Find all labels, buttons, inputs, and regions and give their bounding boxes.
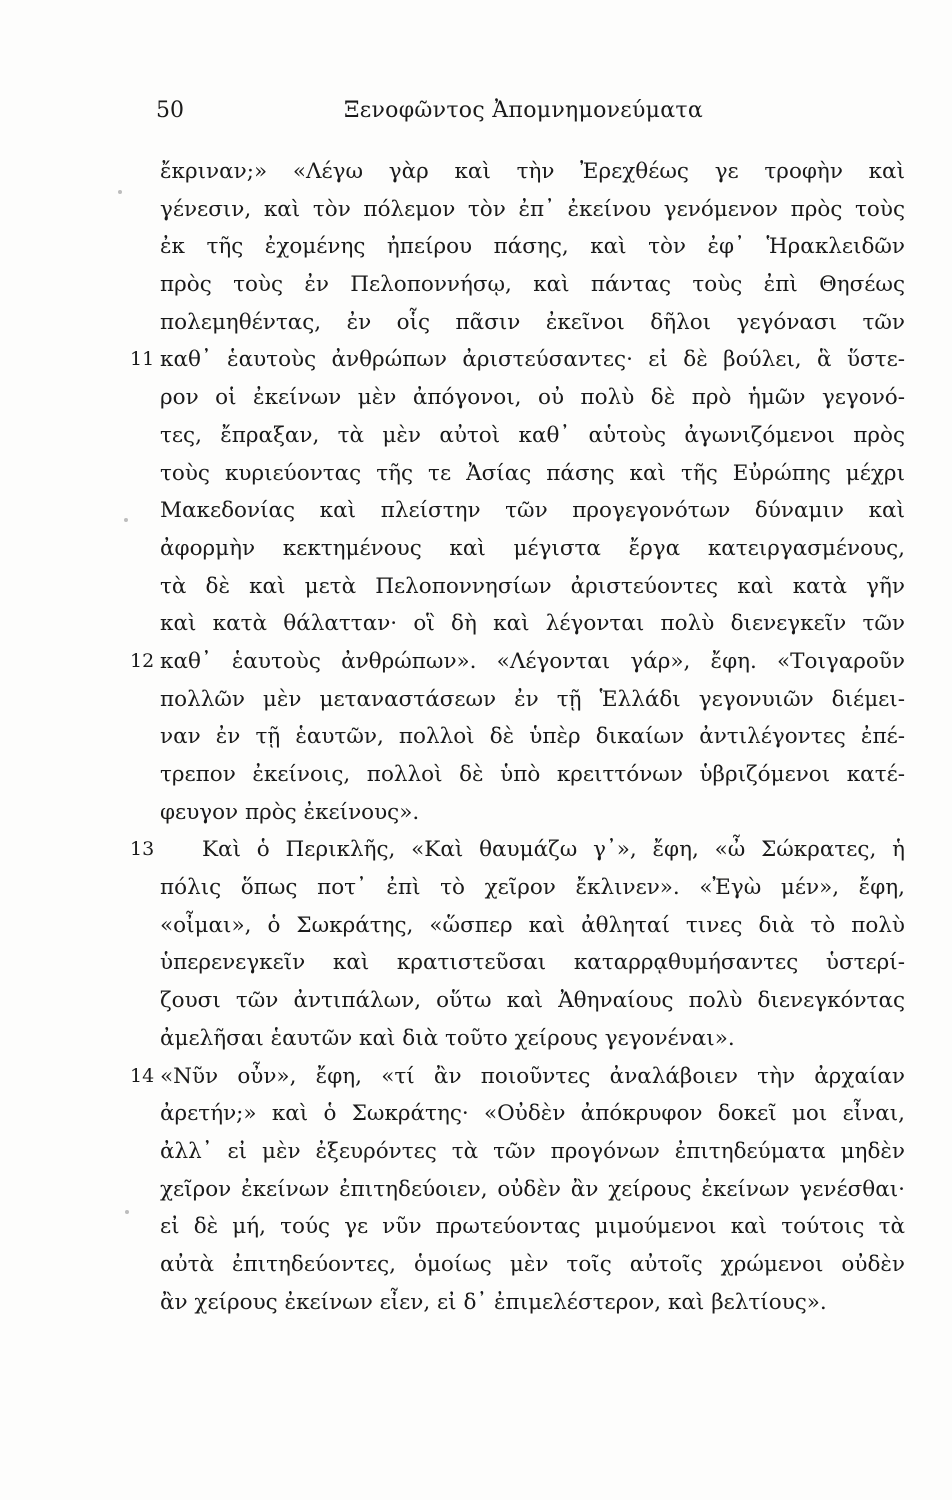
line-text: «οἶμαι», ὁ Σωκράτης, «ὥσπερ καὶ ἀθληταί τινες διὰ τὸ πολὺ bbox=[160, 912, 905, 938]
text-line bbox=[160, 1284, 905, 1322]
text-line bbox=[160, 1020, 905, 1058]
line-text: ἀφορμὴν κεκτημένους καὶ μέγιστα ἔργα κατειργασμένους, bbox=[160, 535, 905, 561]
line-text: τες, ἔπραξαν, τὰ μὲν αὐτοὶ καθ᾽ αὑτοὺς ἀγωνιζόμενοι πρὸς bbox=[160, 422, 905, 448]
text-line bbox=[160, 266, 905, 304]
line-text: ἀμελῆσαι ἑαυτῶν καὶ διὰ τοῦτο χείρους γεγονέναι». bbox=[160, 1025, 735, 1051]
text-line bbox=[160, 530, 905, 568]
line-text: καθ᾽ ἑαυτοὺς ἀνθρώπων». «Λέγονται γάρ», ἔφη. «Τοιγαροῦν bbox=[160, 648, 905, 674]
line-text: τρεπον ἐκείνοις, πολλοὶ δὲ ὑπὸ κρειττόνων ὑβριζόμενοι κατέ- bbox=[160, 762, 905, 787]
text-line bbox=[160, 1095, 905, 1133]
running-title: Ξενοφῶντος Ἀπομνημονεύματα bbox=[344, 98, 704, 123]
text-line bbox=[160, 1246, 905, 1284]
paper-speck bbox=[118, 190, 122, 194]
text-line bbox=[160, 794, 905, 832]
text-line bbox=[160, 492, 905, 530]
line-text: ἂν χείρους ἐκείνων εἶεν, εἰ δ᾽ ἐπιμελέστερον, καὶ βελτίους». bbox=[160, 1289, 827, 1315]
paper-speck bbox=[125, 1210, 129, 1214]
text-line bbox=[160, 718, 905, 756]
text-line bbox=[160, 228, 905, 266]
line-text: ἀρετήν;» καὶ ὁ Σωκράτης· «Οὐδὲν ἀπόκρυφον δοκεῖ μοι εἶναι, bbox=[160, 1101, 905, 1127]
line-text: ἔκριναν;» «Λέγω γὰρ καὶ τὴν Ἐρεχθέως γε τροφὴν καὶ bbox=[160, 159, 905, 184]
text-line bbox=[160, 605, 905, 643]
line-text: ἐκ τῆς ἐχομένης ἠπείρου πάσης, καὶ τὸν ἐφ᾽ Ἡρακλειδῶν bbox=[160, 234, 905, 260]
line-text: πόλις ὅπως ποτ᾽ ἐπὶ τὸ χεῖρον ἔκλινεν». «Ἐγὼ μέν», ἔφη, bbox=[160, 875, 905, 901]
line-text: φευγον πρὸς ἐκείνους». bbox=[160, 799, 420, 825]
text-line bbox=[160, 907, 905, 945]
text-line bbox=[160, 982, 905, 1020]
line-text: αὐτὰ ἐπιτηδεύοντες, ὁμοίως μὲν τοῖς αὐτοῖς χρώμενοι οὐδὲν bbox=[160, 1251, 905, 1277]
line-text: καὶ κατὰ θάλατταν· οἳ δὴ καὶ λέγονται πολὺ διενεγκεῖν τῶν bbox=[160, 611, 905, 637]
line-text: «Νῦν οὖν», ἔφη, «τί ἂν ποιοῦντες ἀναλάβοιεν τὴν ἀρχαίαν bbox=[160, 1063, 905, 1089]
line-text: χεῖρον ἐκείνων ἐπιτηδεύοιεν, οὐδὲν ἂν χείρους ἐκείνων γενέσθαι· bbox=[160, 1176, 905, 1202]
line-text: Καὶ ὁ Περικλῆς, «Καὶ θαυμάζω γ᾽», ἔφη, «ὦ Σώκρατες, ἡ bbox=[202, 837, 905, 863]
text-line bbox=[130, 341, 905, 379]
line-text: γένεσιν, καὶ τὸν πόλεμον τὸν ἐπ᾽ ἐκείνου γενόμενον πρὸς τοὺς bbox=[160, 196, 905, 222]
line-text: Μακεδονίας καὶ πλείστην τῶν προγεγονότων δύναμιν καὶ bbox=[160, 498, 905, 524]
line-text: εἰ δὲ μή, τούς γε νῦν πρωτεύοντας μιμούμενοι καὶ τούτοις τὰ bbox=[160, 1214, 905, 1240]
line-text: ναν ἐν τῇ ἑαυτῶν, πολλοὶ δὲ ὑπὲρ δικαίων ἀντιλέγοντες ἐπέ- bbox=[160, 724, 905, 750]
line-text: πρὸς τοὺς ἐν Πελοποννήσῳ, καὶ πάντας τοὺς ἐπὶ Θησέως bbox=[160, 272, 905, 298]
text-line bbox=[160, 304, 905, 342]
text-line bbox=[160, 1208, 905, 1246]
text-line bbox=[160, 944, 905, 982]
text-line bbox=[160, 191, 905, 229]
text-line bbox=[160, 1171, 905, 1209]
text-body bbox=[130, 153, 905, 1321]
text-line bbox=[160, 681, 905, 719]
text-line bbox=[160, 379, 905, 417]
text-line bbox=[160, 568, 905, 606]
text-line bbox=[160, 869, 905, 907]
text-line bbox=[160, 756, 905, 794]
text-line bbox=[160, 153, 905, 191]
line-text: ρον οἱ ἐκείνων μὲν ἀπόγονοι, οὐ πολὺ δὲ πρὸ ἡμῶν γεγονό- bbox=[160, 385, 905, 411]
line-text: καθ᾽ ἑαυτοὺς ἀνθρώπων ἀριστεύσαντες· εἰ δὲ βούλει, ἃ ὕστε- bbox=[160, 347, 905, 373]
line-text: ὑπερενεγκεῖν καὶ κρατιστεῦσαι καταρρᾳθυμήσαντες ὑστερί- bbox=[160, 950, 905, 976]
text-line bbox=[160, 455, 905, 493]
section-number: 13 bbox=[130, 838, 155, 861]
section-number: 14 bbox=[130, 1064, 155, 1087]
page-number: 50 bbox=[156, 98, 184, 123]
paper-speck bbox=[124, 518, 128, 522]
line-text: πολλῶν μὲν μεταναστάσεων ἐν τῇ Ἑλλάδι γεγονυιῶν διέμει- bbox=[160, 686, 905, 712]
section-number: 12 bbox=[130, 649, 155, 672]
text-line bbox=[160, 1133, 905, 1171]
text-line bbox=[130, 1058, 905, 1096]
line-text: τὰ δὲ καὶ μετὰ Πελοποννησίων ἀριστεύοντες καὶ κατὰ γῆν bbox=[160, 573, 905, 599]
text-line bbox=[130, 643, 905, 681]
running-header bbox=[156, 94, 716, 128]
line-text: τοὺς κυριεύοντας τῆς τε Ἀσίας πάσης καὶ τῆς Εὐρώπης μέχρι bbox=[160, 460, 905, 486]
text-line bbox=[130, 831, 905, 869]
line-text: ζουσι τῶν ἀντιπάλων, οὕτω καὶ Ἀθηναίους πολὺ διενεγκόντας bbox=[160, 988, 905, 1014]
line-text: ἀλλ᾽ εἰ μὲν ἐξευρόντες τὰ τῶν προγόνων ἐπιτηδεύματα μηδὲν bbox=[160, 1138, 905, 1164]
text-line bbox=[160, 417, 905, 455]
section-number: 11 bbox=[130, 348, 155, 371]
line-text: πολεμηθέντας, ἐν οἷς πᾶσιν ἐκεῖνοι δῆλοι γεγόνασι τῶν bbox=[160, 309, 905, 335]
